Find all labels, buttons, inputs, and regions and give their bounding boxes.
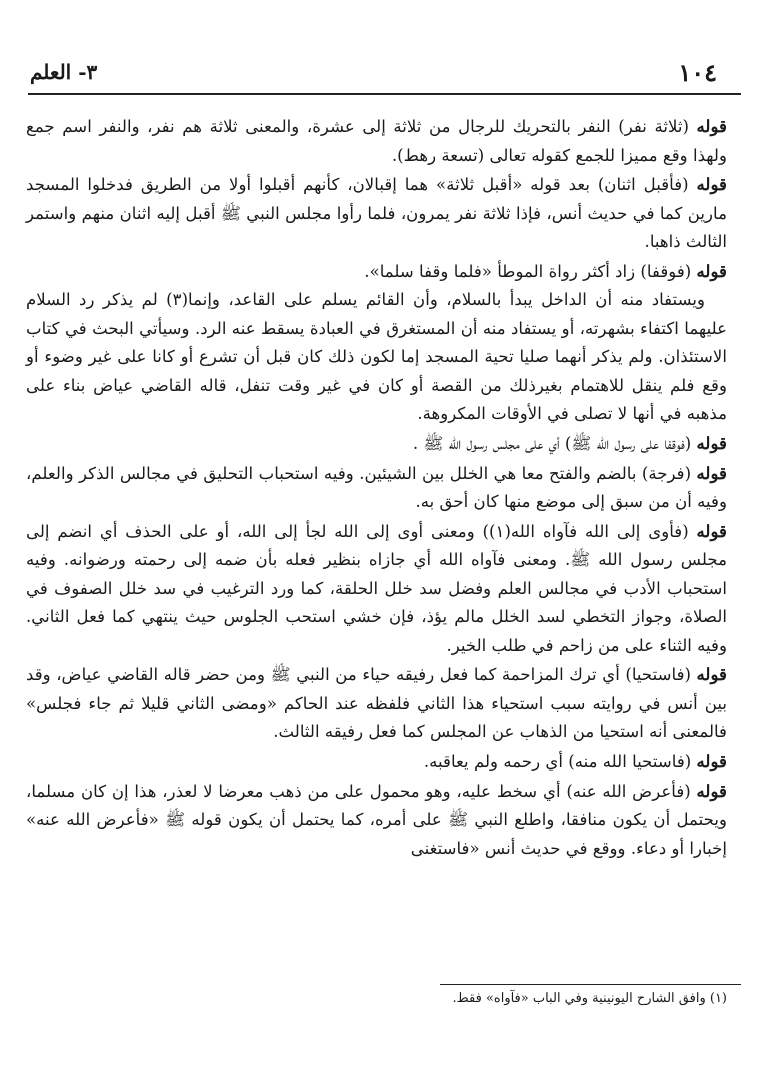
header-divider [28, 93, 741, 95]
paragraph-text: (فأقبل اثنان) بعد قوله «أقبل ثلاثة» هما إقبالان، كأنهم أقبلوا أولا من الطريق فدخلوا المسجد مارين كما في حديث أنس، فإذا ثلاثة نفر يمرون، فلما رأوا مجلس النبي ﷺ أقبل إليه اثنان منهم واستمر الثالث ذاهبا. [26, 175, 727, 252]
lemma-label: قوله [696, 780, 727, 801]
commentary-body [26, 112, 727, 863]
commentary-paragraph [26, 459, 727, 517]
footnote-divider [440, 984, 741, 985]
lemma-label: قوله [696, 751, 727, 772]
lemma-label: قوله [696, 433, 727, 454]
page-header [30, 52, 717, 92]
paragraph-text: (فاستحيا) أي ترك المزاحمة كما فعل رفيقه حياء من النبي ﷺ ومن حضر قاله القاضي عياض، وقد بين أنس في روايته سبب استحياء هذا الثاني فلفظه عند الحاكم «ومضى الثاني قليلا ثم جاء فجلس» فالمعنى أنه استحيا من الذهاب عن المجلس كما فعل رفيقه الثالث. [26, 665, 727, 742]
commentary-paragraph [26, 112, 727, 170]
paragraph-text: (فرجة) بالضم والفتح معا هي الخلل بين الشيئين. وفيه استحباب التحليق في مجالس الذكر والعلم، وفيه أن من سبق إلى موضع منها كان أحق به. [26, 463, 727, 512]
paragraph-text: (ثلاثة نفر) النفر بالتحريك للرجال من ثلاثة إلى عشرة، والمعنى ثلاثة هم نفر، والنفر اسم جمع ولهذا وقع مميزا للجمع كقوله تعالى (تسعة رهط). [26, 117, 727, 165]
paragraph-text: (فاستحيا الله منه) أي رحمه ولم يعاقبه. [423, 752, 697, 772]
paragraph-text: (فأوى إلى الله فآواه الله(١)) ومعنى أوى إلى الله لجأ إلى الله، أو على الحذف أي انضم إلى مجلس رسول الله ﷺ. ومعنى فآواه الله أي جازاه بنظير فعله بأن ضمه إلى رحمته ورضوانه. وفيه استحباب الأدب في مجالس العلم وفضل سد خلل الحلقة، كما ورد الترغيب في سد خلل الصفوف في الصلاة، وجواز التخطي لسد الخلل مالم يؤذ، فإن خشي استحب الجلوس حيث ينتهي كما فعل الثاني. وفيه الثناء على من زاحم في طلب الخير. [26, 521, 727, 655]
commentary-paragraph [26, 777, 727, 864]
commentary-paragraph [26, 660, 727, 747]
lemma-label: قوله [696, 174, 727, 195]
lemma-label: قوله [696, 520, 727, 541]
footnote: (١) وافق الشارح اليونينية وفي الباب «فآواه» فقط. [452, 991, 727, 1006]
commentary-paragraph [26, 747, 727, 777]
lemma-label: قوله [696, 462, 727, 483]
commentary-paragraph [26, 286, 727, 429]
paragraph-text: (فوقفا على رسول الله ﷺ) أي على مجلس رسول الله ﷺ . [412, 434, 697, 454]
lemma-label: قوله [696, 116, 727, 136]
lemma-label: قوله [696, 260, 727, 281]
commentary-paragraph [26, 517, 727, 661]
paragraph-text: ويستفاد منه أن الداخل يبدأ بالسلام، وأن القائم يسلم على القاعد، وإنما(٣) لم يذكر رد السلام عليهما اكتفاء بشهرته، أو يستفاد منه أن المستغرق في العبادة يسقط عنه الرد. وسيأتي البحث في كتاب الاستئذان. ولم يذكر أنهما صليا تحية المسجد إما لكون ذلك كان قبل أن تشرع أو كانا على غير وضوء أو وقع فلم ينقل للاهتمام بغيرذلك من القصة أو كان في غير وقت تنفل، قاله القاضي عياض بناء على مذهبه في أنها لا تصلى في الأوقات المكروهة. [26, 290, 727, 424]
paragraph-text: (فأعرض الله عنه) أي سخط عليه، وهو محمول على من ذهب معرضا لا لعذر، هذا إن كان مسلما، ويحتمل أن يكون منافقا، واطلع النبي ﷺ على أمره، كما يحتمل أن يكون قوله ﷺ «فأعرض الله عنه» إخبارا أو دعاء. ووقع في حديث أنس «فاستغنى [26, 781, 727, 858]
commentary-paragraph [26, 257, 727, 287]
chapter-title: ٣- العلم [30, 60, 98, 84]
page-number: ١٠٤ [678, 57, 717, 87]
commentary-paragraph [26, 170, 727, 257]
paragraph-text: (فوقفا) زاد أكثر رواة الموطأ «فلما وقفا سلما». [364, 261, 697, 281]
commentary-paragraph [26, 429, 727, 459]
lemma-label: قوله [696, 664, 727, 685]
